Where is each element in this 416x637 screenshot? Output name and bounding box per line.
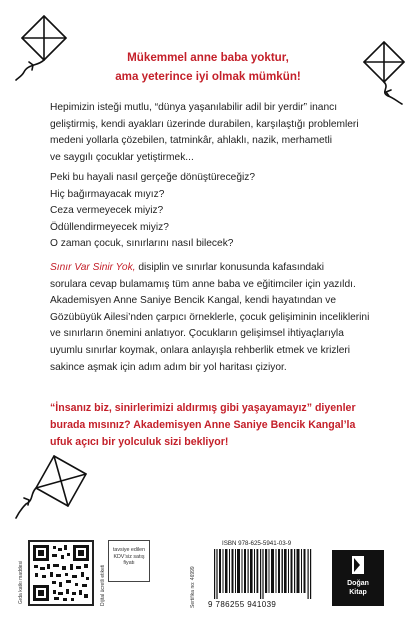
description-line: uyumlu sınırlar koymak, onlara anlayışla rehberlik etmek ve krizleri [50, 344, 351, 356]
closing-line: “İnsanız biz, sinirlerimizi aldırmış gibi yaşayamayız” diyenler [50, 402, 356, 414]
questions-paragraph [50, 170, 372, 253]
intro-line: medeni yollarla çözebilen, tatminkâr, ahlaklı, nazik, merhametli [50, 135, 332, 147]
isbn-text: ISBN 978-625-5941-03-9 [222, 540, 292, 547]
headline-line-1: Mükemmel anne baba yoktur, [127, 51, 289, 64]
barcode-icon [214, 549, 314, 599]
intro-paragraph [50, 100, 372, 166]
description-paragraph [50, 260, 372, 376]
description-line: ve sınırların önemini anlatıyor. Çocukların gelişimsel ihtiyaçlarıyla [50, 328, 344, 340]
headline-line-2: ama yeterince iyi olmak mümkün! [115, 70, 301, 83]
barcode-block [208, 540, 318, 610]
isbn-digits: 9 786255 941039 [208, 600, 277, 609]
question-line: Ceza vermeyecek miyiz? [50, 205, 164, 217]
kite-icon [358, 40, 410, 106]
price-box [108, 540, 150, 582]
closing-line: ufuk açıcı bir yolculuk sizi bekliyor! [50, 436, 229, 448]
qr-code-icon [28, 540, 94, 606]
book-title-inline: Sınır Var Sinir Yok, [50, 262, 136, 273]
dogan-kitap-logo [332, 550, 384, 606]
description-line: sorulara cevap bulamamış tüm anne baba ve eğitimciler için yazıldı. [50, 278, 356, 290]
question-line: O zaman çocuk, sınırlarını nasıl bilecek? [50, 238, 234, 250]
question-line: Peki bu hayali nasıl gerçeğe dönüştüreceğiz? [50, 172, 256, 183]
publisher-name-line-2: Kitap [349, 588, 367, 596]
closing-line: burada mısınız? Akademisyen Anne Saniye Bencik Kangal’la [50, 419, 356, 431]
headline [60, 48, 356, 86]
qr-side-text: Gıda katkı maddesi [18, 560, 24, 604]
description-line: Gözübüyük Ailesi’nden çarpıcı örneklerle, çocuk gelişiminin inceliklerini [50, 311, 370, 323]
certificate-number: Sertifika no: 46999 [190, 566, 196, 608]
intro-line: geliştirmiş, kendi ayakları üzerinde durabilen, karşılaştığı problemleri [50, 118, 359, 130]
closing-callout [50, 400, 380, 451]
description-first-line [50, 260, 372, 277]
publisher-mark-icon [332, 550, 384, 580]
description-line: Akademisyen Anne Saniye Bencik Kangal, kendi hayatından ve [50, 295, 337, 307]
price-label-side-text: Dijital ücretli etiketi [100, 564, 106, 606]
price-box-text: tavsiye edilen KDV’siz satış fiyatı [112, 547, 146, 566]
question-line: Ödüllendirmeyecek miyiz? [50, 221, 169, 233]
publisher-name-line-1: Doğan [347, 580, 369, 587]
description-line: sakince aşmak için adım adım bir yol haritası çiziyor. [50, 361, 287, 373]
intro-line: ve saygılı çocuklar yetiştirmek... [50, 151, 194, 163]
question-line: Hiç bağırmayacak mıyız? [50, 188, 165, 200]
description-line-rest: disiplin ve sınırlar konusunda kafasındaki [135, 262, 325, 273]
kite-icon [14, 452, 114, 522]
intro-line: Hepimizin isteği mutlu, “dünya yaşanılabilir adil bir yerdir” inancı [50, 102, 338, 113]
